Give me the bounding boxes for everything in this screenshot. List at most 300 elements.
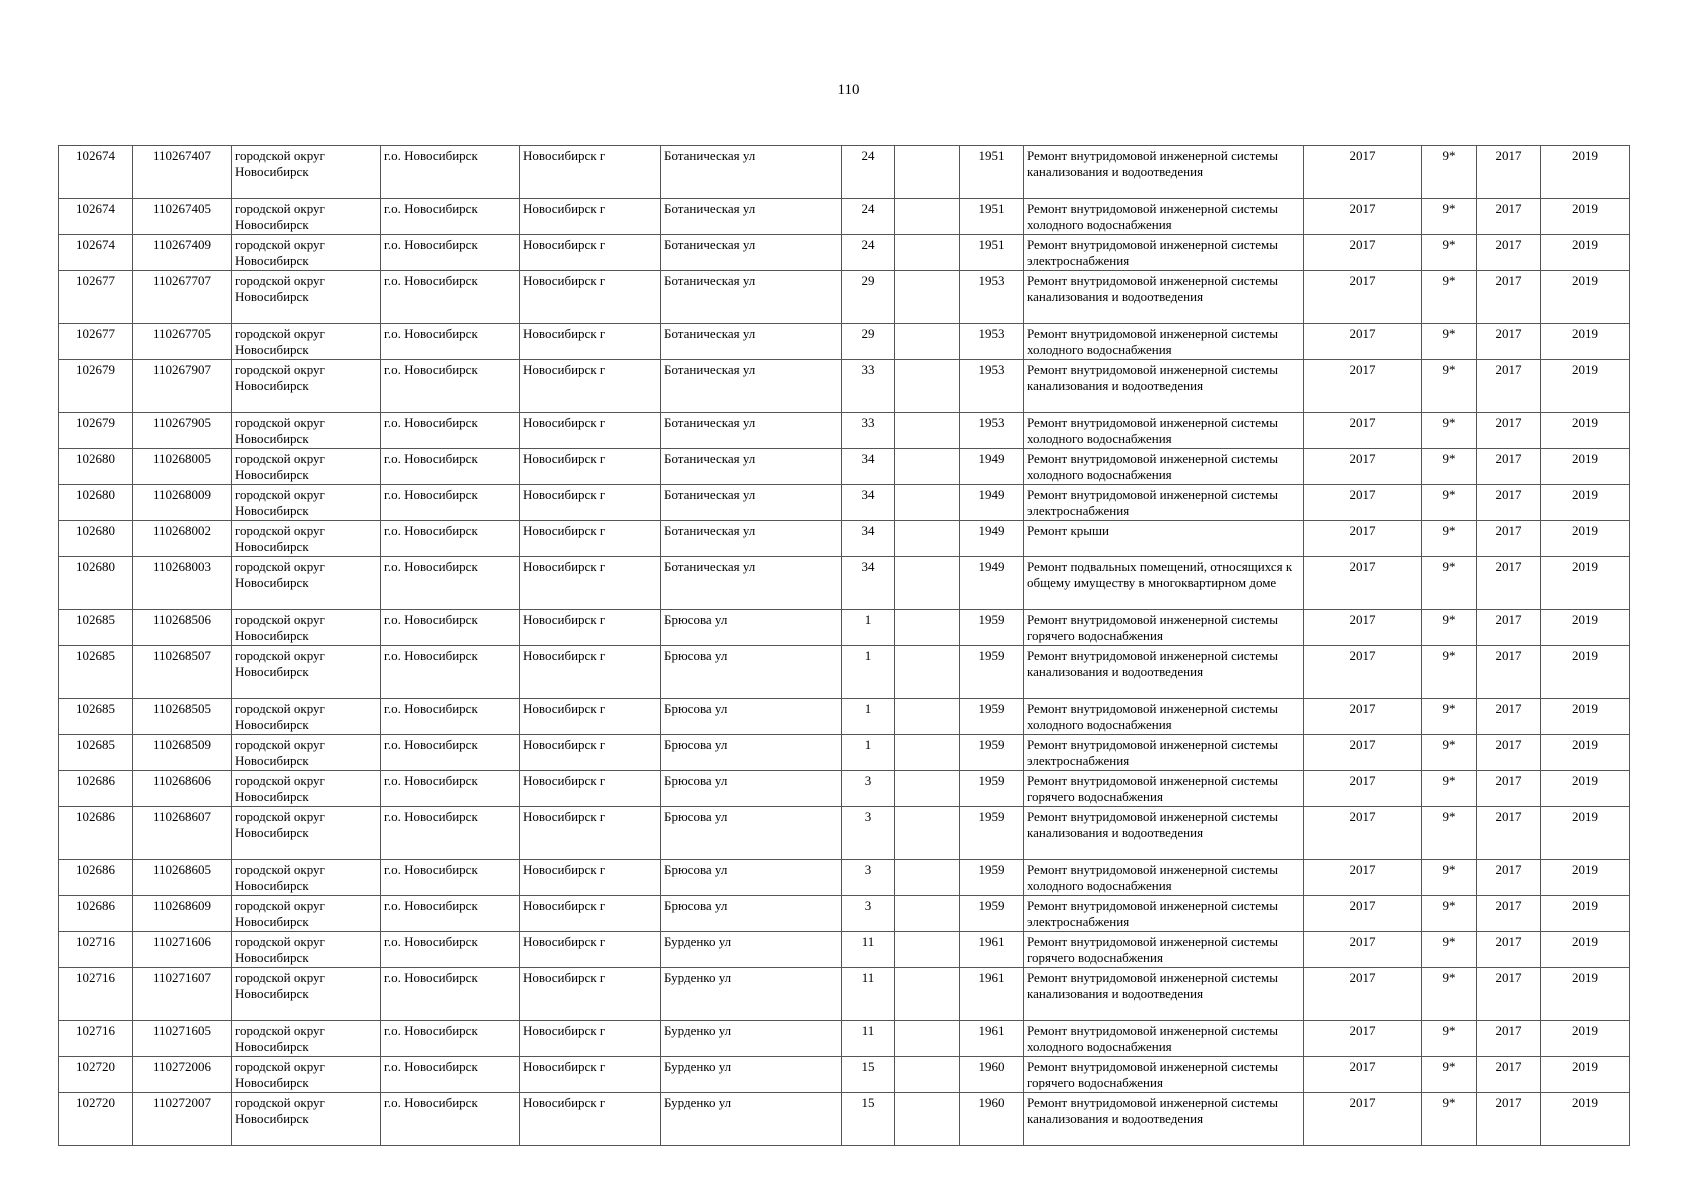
house-number-cell: 34 <box>842 557 895 610</box>
district-cell: г.о. Новосибирск <box>381 807 520 860</box>
year-built-cell: 1959 <box>960 646 1024 699</box>
year-a-cell: 2017 <box>1304 968 1422 1021</box>
work-code-cell: 110268509 <box>133 735 232 771</box>
year-b-cell: 2017 <box>1477 735 1541 771</box>
house-number-cell: 11 <box>842 1021 895 1057</box>
work-type-cell: Ремонт внутридомовой инженерной системы электроснабжения <box>1024 896 1304 932</box>
mark-cell: 9* <box>1422 235 1477 271</box>
house-number-cell: 34 <box>842 485 895 521</box>
locality-cell: Новосибирск г <box>520 1021 661 1057</box>
work-type-cell: Ремонт внутридомовой инженерной системы электроснабжения <box>1024 235 1304 271</box>
house-number-cell: 1 <box>842 610 895 646</box>
year-a-cell: 2017 <box>1304 610 1422 646</box>
municipality-cell: городской округ Новосибирск <box>232 521 381 557</box>
year-b-cell: 2017 <box>1477 1021 1541 1057</box>
municipality-cell: городской округ Новосибирск <box>232 199 381 235</box>
street-cell: Брюсова ул <box>661 807 842 860</box>
district-cell: г.о. Новосибирск <box>381 1021 520 1057</box>
year-b-cell: 2017 <box>1477 235 1541 271</box>
municipality-cell: городской округ Новосибирск <box>232 735 381 771</box>
house-number-cell: 11 <box>842 932 895 968</box>
work-type-cell: Ремонт внутридомовой инженерной системы канализования и водоотведения <box>1024 807 1304 860</box>
work-code-cell: 110267707 <box>133 271 232 324</box>
year-built-cell: 1951 <box>960 146 1024 199</box>
year-built-cell: 1953 <box>960 324 1024 360</box>
work-code-cell: 110272006 <box>133 1057 232 1093</box>
mark-cell: 9* <box>1422 699 1477 735</box>
municipality-cell: городской округ Новосибирск <box>232 360 381 413</box>
year-built-cell: 1949 <box>960 557 1024 610</box>
year-a-cell: 2017 <box>1304 1021 1422 1057</box>
year-b-cell: 2017 <box>1477 360 1541 413</box>
work-type-cell: Ремонт внутридомовой инженерной системы электроснабжения <box>1024 485 1304 521</box>
house-id-cell: 102679 <box>59 360 133 413</box>
district-cell: г.о. Новосибирск <box>381 324 520 360</box>
year-built-cell: 1953 <box>960 413 1024 449</box>
mark-cell: 9* <box>1422 968 1477 1021</box>
table-row <box>59 199 1630 235</box>
building-cell <box>895 146 960 199</box>
year-c-cell: 2019 <box>1541 1021 1630 1057</box>
mark-cell: 9* <box>1422 807 1477 860</box>
house-id-cell: 102677 <box>59 271 133 324</box>
street-cell: Ботаническая ул <box>661 449 842 485</box>
work-code-cell: 110268505 <box>133 699 232 735</box>
street-cell: Ботаническая ул <box>661 557 842 610</box>
street-cell: Брюсова ул <box>661 896 842 932</box>
district-cell: г.о. Новосибирск <box>381 699 520 735</box>
street-cell: Ботаническая ул <box>661 146 842 199</box>
work-code-cell: 110271606 <box>133 932 232 968</box>
year-b-cell: 2017 <box>1477 610 1541 646</box>
mark-cell: 9* <box>1422 557 1477 610</box>
year-built-cell: 1959 <box>960 735 1024 771</box>
work-type-cell: Ремонт внутридомовой инженерной системы горячего водоснабжения <box>1024 771 1304 807</box>
municipality-cell: городской округ Новосибирск <box>232 1021 381 1057</box>
work-code-cell: 110268003 <box>133 557 232 610</box>
street-cell: Ботаническая ул <box>661 199 842 235</box>
year-built-cell: 1960 <box>960 1057 1024 1093</box>
district-cell: г.о. Новосибирск <box>381 485 520 521</box>
locality-cell: Новосибирск г <box>520 324 661 360</box>
work-type-cell: Ремонт внутридомовой инженерной системы холодного водоснабжения <box>1024 699 1304 735</box>
municipality-cell: городской округ Новосибирск <box>232 699 381 735</box>
municipality-cell: городской округ Новосибирск <box>232 968 381 1021</box>
building-cell <box>895 610 960 646</box>
mark-cell: 9* <box>1422 521 1477 557</box>
house-id-cell: 102720 <box>59 1057 133 1093</box>
work-code-cell: 110267405 <box>133 199 232 235</box>
table-row <box>59 235 1630 271</box>
year-a-cell: 2017 <box>1304 896 1422 932</box>
year-built-cell: 1960 <box>960 1093 1024 1146</box>
work-code-cell: 110267905 <box>133 413 232 449</box>
district-cell: г.о. Новосибирск <box>381 413 520 449</box>
year-built-cell: 1959 <box>960 896 1024 932</box>
locality-cell: Новосибирск г <box>520 146 661 199</box>
year-b-cell: 2017 <box>1477 896 1541 932</box>
table-row <box>59 146 1630 199</box>
house-number-cell: 24 <box>842 235 895 271</box>
work-type-cell: Ремонт внутридомовой инженерной системы канализования и водоотведения <box>1024 146 1304 199</box>
mark-cell: 9* <box>1422 610 1477 646</box>
locality-cell: Новосибирск г <box>520 968 661 1021</box>
table-row <box>59 860 1630 896</box>
year-a-cell: 2017 <box>1304 1093 1422 1146</box>
year-built-cell: 1953 <box>960 271 1024 324</box>
municipality-cell: городской округ Новосибирск <box>232 771 381 807</box>
mark-cell: 9* <box>1422 896 1477 932</box>
work-code-cell: 110267407 <box>133 146 232 199</box>
house-number-cell: 15 <box>842 1093 895 1146</box>
house-number-cell: 33 <box>842 360 895 413</box>
mark-cell: 9* <box>1422 271 1477 324</box>
year-a-cell: 2017 <box>1304 360 1422 413</box>
year-c-cell: 2019 <box>1541 413 1630 449</box>
year-c-cell: 2019 <box>1541 1093 1630 1146</box>
locality-cell: Новосибирск г <box>520 449 661 485</box>
year-c-cell: 2019 <box>1541 557 1630 610</box>
house-number-cell: 1 <box>842 646 895 699</box>
year-a-cell: 2017 <box>1304 271 1422 324</box>
house-number-cell: 3 <box>842 896 895 932</box>
year-built-cell: 1959 <box>960 610 1024 646</box>
district-cell: г.о. Новосибирск <box>381 1057 520 1093</box>
municipality-cell: городской округ Новосибирск <box>232 860 381 896</box>
house-id-cell: 102677 <box>59 324 133 360</box>
year-built-cell: 1949 <box>960 485 1024 521</box>
house-number-cell: 33 <box>842 413 895 449</box>
house-id-cell: 102674 <box>59 146 133 199</box>
mark-cell: 9* <box>1422 860 1477 896</box>
mark-cell: 9* <box>1422 932 1477 968</box>
district-cell: г.о. Новосибирск <box>381 860 520 896</box>
house-number-cell: 24 <box>842 146 895 199</box>
year-built-cell: 1959 <box>960 807 1024 860</box>
table-row <box>59 485 1630 521</box>
house-number-cell: 3 <box>842 807 895 860</box>
locality-cell: Новосибирск г <box>520 235 661 271</box>
district-cell: г.о. Новосибирск <box>381 271 520 324</box>
building-cell <box>895 557 960 610</box>
street-cell: Ботаническая ул <box>661 485 842 521</box>
district-cell: г.о. Новосибирск <box>381 199 520 235</box>
building-cell <box>895 932 960 968</box>
locality-cell: Новосибирск г <box>520 771 661 807</box>
work-type-cell: Ремонт внутридомовой инженерной системы горячего водоснабжения <box>1024 610 1304 646</box>
year-c-cell: 2019 <box>1541 771 1630 807</box>
street-cell: Бурденко ул <box>661 968 842 1021</box>
street-cell: Брюсова ул <box>661 860 842 896</box>
year-c-cell: 2019 <box>1541 271 1630 324</box>
year-c-cell: 2019 <box>1541 1057 1630 1093</box>
building-cell <box>895 896 960 932</box>
house-number-cell: 3 <box>842 860 895 896</box>
mark-cell: 9* <box>1422 646 1477 699</box>
work-type-cell: Ремонт внутридомовой инженерной системы холодного водоснабжения <box>1024 449 1304 485</box>
municipality-cell: городской округ Новосибирск <box>232 235 381 271</box>
mark-cell: 9* <box>1422 360 1477 413</box>
work-code-cell: 110268005 <box>133 449 232 485</box>
house-number-cell: 24 <box>842 199 895 235</box>
house-id-cell: 102716 <box>59 1021 133 1057</box>
year-built-cell: 1951 <box>960 199 1024 235</box>
house-id-cell: 102679 <box>59 413 133 449</box>
locality-cell: Новосибирск г <box>520 271 661 324</box>
year-c-cell: 2019 <box>1541 324 1630 360</box>
year-b-cell: 2017 <box>1477 1093 1541 1146</box>
year-b-cell: 2017 <box>1477 449 1541 485</box>
table-row <box>59 449 1630 485</box>
table-row <box>59 1093 1630 1146</box>
house-id-cell: 102686 <box>59 860 133 896</box>
work-code-cell: 110271607 <box>133 968 232 1021</box>
building-cell <box>895 485 960 521</box>
mark-cell: 9* <box>1422 771 1477 807</box>
table-row <box>59 735 1630 771</box>
municipality-cell: городской округ Новосибирск <box>232 413 381 449</box>
house-number-cell: 29 <box>842 271 895 324</box>
work-type-cell: Ремонт внутридомовой инженерной системы канализования и водоотведения <box>1024 360 1304 413</box>
building-cell <box>895 860 960 896</box>
year-c-cell: 2019 <box>1541 896 1630 932</box>
work-type-cell: Ремонт подвальных помещений, относящихся к общему имуществу в многоквартирном доме <box>1024 557 1304 610</box>
year-c-cell: 2019 <box>1541 360 1630 413</box>
work-type-cell: Ремонт внутридомовой инженерной системы холодного водоснабжения <box>1024 199 1304 235</box>
year-b-cell: 2017 <box>1477 968 1541 1021</box>
year-a-cell: 2017 <box>1304 860 1422 896</box>
year-c-cell: 2019 <box>1541 485 1630 521</box>
work-code-cell: 110268506 <box>133 610 232 646</box>
mark-cell: 9* <box>1422 324 1477 360</box>
work-code-cell: 110268009 <box>133 485 232 521</box>
year-b-cell: 2017 <box>1477 646 1541 699</box>
locality-cell: Новосибирск г <box>520 699 661 735</box>
work-code-cell: 110268605 <box>133 860 232 896</box>
municipality-cell: городской округ Новосибирск <box>232 324 381 360</box>
work-type-cell: Ремонт внутридомовой инженерной системы канализования и водоотведения <box>1024 271 1304 324</box>
locality-cell: Новосибирск г <box>520 360 661 413</box>
table-row <box>59 1021 1630 1057</box>
street-cell: Брюсова ул <box>661 771 842 807</box>
street-cell: Ботаническая ул <box>661 324 842 360</box>
table-row <box>59 699 1630 735</box>
work-type-cell: Ремонт внутридомовой инженерной системы канализования и водоотведения <box>1024 968 1304 1021</box>
year-built-cell: 1961 <box>960 1021 1024 1057</box>
locality-cell: Новосибирск г <box>520 896 661 932</box>
house-id-cell: 102716 <box>59 932 133 968</box>
year-a-cell: 2017 <box>1304 521 1422 557</box>
house-id-cell: 102685 <box>59 610 133 646</box>
locality-cell: Новосибирск г <box>520 807 661 860</box>
table-row <box>59 932 1630 968</box>
year-c-cell: 2019 <box>1541 968 1630 1021</box>
building-cell <box>895 521 960 557</box>
work-code-cell: 110268609 <box>133 896 232 932</box>
district-cell: г.о. Новосибирск <box>381 449 520 485</box>
district-cell: г.о. Новосибирск <box>381 521 520 557</box>
table-row <box>59 646 1630 699</box>
year-c-cell: 2019 <box>1541 807 1630 860</box>
work-code-cell: 110267907 <box>133 360 232 413</box>
year-b-cell: 2017 <box>1477 699 1541 735</box>
work-type-cell: Ремонт внутридомовой инженерной системы холодного водоснабжения <box>1024 860 1304 896</box>
building-cell <box>895 1057 960 1093</box>
municipality-cell: городской округ Новосибирск <box>232 485 381 521</box>
page-number: 110 <box>837 82 860 98</box>
year-a-cell: 2017 <box>1304 449 1422 485</box>
year-b-cell: 2017 <box>1477 413 1541 449</box>
district-cell: г.о. Новосибирск <box>381 610 520 646</box>
locality-cell: Новосибирск г <box>520 860 661 896</box>
year-built-cell: 1961 <box>960 932 1024 968</box>
year-built-cell: 1949 <box>960 449 1024 485</box>
work-type-cell: Ремонт внутридомовой инженерной системы канализования и водоотведения <box>1024 646 1304 699</box>
house-id-cell: 102716 <box>59 968 133 1021</box>
district-cell: г.о. Новосибирск <box>381 646 520 699</box>
table-body <box>59 146 1630 1146</box>
year-built-cell: 1949 <box>960 521 1024 557</box>
street-cell: Бурденко ул <box>661 932 842 968</box>
building-cell <box>895 360 960 413</box>
district-cell: г.о. Новосибирск <box>381 771 520 807</box>
year-built-cell: 1961 <box>960 968 1024 1021</box>
mark-cell: 9* <box>1422 199 1477 235</box>
street-cell: Ботаническая ул <box>661 413 842 449</box>
year-built-cell: 1959 <box>960 771 1024 807</box>
locality-cell: Новосибирск г <box>520 199 661 235</box>
house-id-cell: 102686 <box>59 807 133 860</box>
table-row <box>59 771 1630 807</box>
house-id-cell: 102685 <box>59 735 133 771</box>
district-cell: г.о. Новосибирск <box>381 968 520 1021</box>
year-a-cell: 2017 <box>1304 646 1422 699</box>
year-c-cell: 2019 <box>1541 699 1630 735</box>
building-cell <box>895 968 960 1021</box>
work-code-cell: 110268606 <box>133 771 232 807</box>
work-code-cell: 110267409 <box>133 235 232 271</box>
house-number-cell: 1 <box>842 735 895 771</box>
street-cell: Брюсова ул <box>661 699 842 735</box>
work-code-cell: 110268507 <box>133 646 232 699</box>
municipality-cell: городской округ Новосибирск <box>232 610 381 646</box>
mark-cell: 9* <box>1422 1021 1477 1057</box>
table-row <box>59 413 1630 449</box>
locality-cell: Новосибирск г <box>520 646 661 699</box>
house-number-cell: 34 <box>842 449 895 485</box>
year-built-cell: 1951 <box>960 235 1024 271</box>
house-id-cell: 102680 <box>59 557 133 610</box>
locality-cell: Новосибирск г <box>520 485 661 521</box>
house-id-cell: 102686 <box>59 896 133 932</box>
year-b-cell: 2017 <box>1477 271 1541 324</box>
year-built-cell: 1953 <box>960 360 1024 413</box>
mark-cell: 9* <box>1422 1093 1477 1146</box>
year-a-cell: 2017 <box>1304 235 1422 271</box>
mark-cell: 9* <box>1422 735 1477 771</box>
street-cell: Брюсова ул <box>661 646 842 699</box>
work-type-cell: Ремонт внутридомовой инженерной системы холодного водоснабжения <box>1024 324 1304 360</box>
district-cell: г.о. Новосибирск <box>381 360 520 413</box>
locality-cell: Новосибирск г <box>520 610 661 646</box>
year-a-cell: 2017 <box>1304 199 1422 235</box>
year-b-cell: 2017 <box>1477 771 1541 807</box>
street-cell: Брюсова ул <box>661 610 842 646</box>
locality-cell: Новосибирск г <box>520 932 661 968</box>
year-a-cell: 2017 <box>1304 807 1422 860</box>
work-code-cell: 110268002 <box>133 521 232 557</box>
year-c-cell: 2019 <box>1541 199 1630 235</box>
locality-cell: Новосибирск г <box>520 557 661 610</box>
locality-cell: Новосибирск г <box>520 735 661 771</box>
year-c-cell: 2019 <box>1541 235 1630 271</box>
house-number-cell: 34 <box>842 521 895 557</box>
table-row <box>59 324 1630 360</box>
building-cell <box>895 646 960 699</box>
street-cell: Ботаническая ул <box>661 360 842 413</box>
table-row <box>59 968 1630 1021</box>
mark-cell: 9* <box>1422 485 1477 521</box>
house-id-cell: 102680 <box>59 449 133 485</box>
building-cell <box>895 413 960 449</box>
year-a-cell: 2017 <box>1304 413 1422 449</box>
house-id-cell: 102680 <box>59 485 133 521</box>
repair-schedule-table <box>58 145 1630 1146</box>
house-id-cell: 102686 <box>59 771 133 807</box>
year-b-cell: 2017 <box>1477 932 1541 968</box>
municipality-cell: городской округ Новосибирск <box>232 807 381 860</box>
district-cell: г.о. Новосибирск <box>381 932 520 968</box>
district-cell: г.о. Новосибирск <box>381 146 520 199</box>
locality-cell: Новосибирск г <box>520 413 661 449</box>
house-number-cell: 29 <box>842 324 895 360</box>
year-c-cell: 2019 <box>1541 860 1630 896</box>
house-number-cell: 1 <box>842 699 895 735</box>
municipality-cell: городской округ Новосибирск <box>232 896 381 932</box>
year-c-cell: 2019 <box>1541 735 1630 771</box>
locality-cell: Новосибирск г <box>520 1093 661 1146</box>
year-c-cell: 2019 <box>1541 646 1630 699</box>
year-b-cell: 2017 <box>1477 324 1541 360</box>
work-type-cell: Ремонт внутридомовой инженерной системы горячего водоснабжения <box>1024 1057 1304 1093</box>
building-cell <box>895 271 960 324</box>
work-type-cell: Ремонт внутридомовой инженерной системы электроснабжения <box>1024 735 1304 771</box>
year-a-cell: 2017 <box>1304 699 1422 735</box>
municipality-cell: городской округ Новосибирск <box>232 932 381 968</box>
municipality-cell: городской округ Новосибирск <box>232 646 381 699</box>
municipality-cell: городской округ Новосибирск <box>232 146 381 199</box>
work-type-cell: Ремонт крыши <box>1024 521 1304 557</box>
year-b-cell: 2017 <box>1477 146 1541 199</box>
year-a-cell: 2017 <box>1304 146 1422 199</box>
house-number-cell: 15 <box>842 1057 895 1093</box>
work-code-cell: 110267705 <box>133 324 232 360</box>
building-cell <box>895 235 960 271</box>
year-a-cell: 2017 <box>1304 324 1422 360</box>
street-cell: Бурденко ул <box>661 1093 842 1146</box>
table-row <box>59 610 1630 646</box>
work-type-cell: Ремонт внутридомовой инженерной системы канализования и водоотведения <box>1024 1093 1304 1146</box>
street-cell: Бурденко ул <box>661 1057 842 1093</box>
municipality-cell: городской округ Новосибирск <box>232 1093 381 1146</box>
mark-cell: 9* <box>1422 1057 1477 1093</box>
street-cell: Ботаническая ул <box>661 521 842 557</box>
year-b-cell: 2017 <box>1477 485 1541 521</box>
table-row <box>59 271 1630 324</box>
house-id-cell: 102680 <box>59 521 133 557</box>
table-row <box>59 521 1630 557</box>
house-number-cell: 3 <box>842 771 895 807</box>
